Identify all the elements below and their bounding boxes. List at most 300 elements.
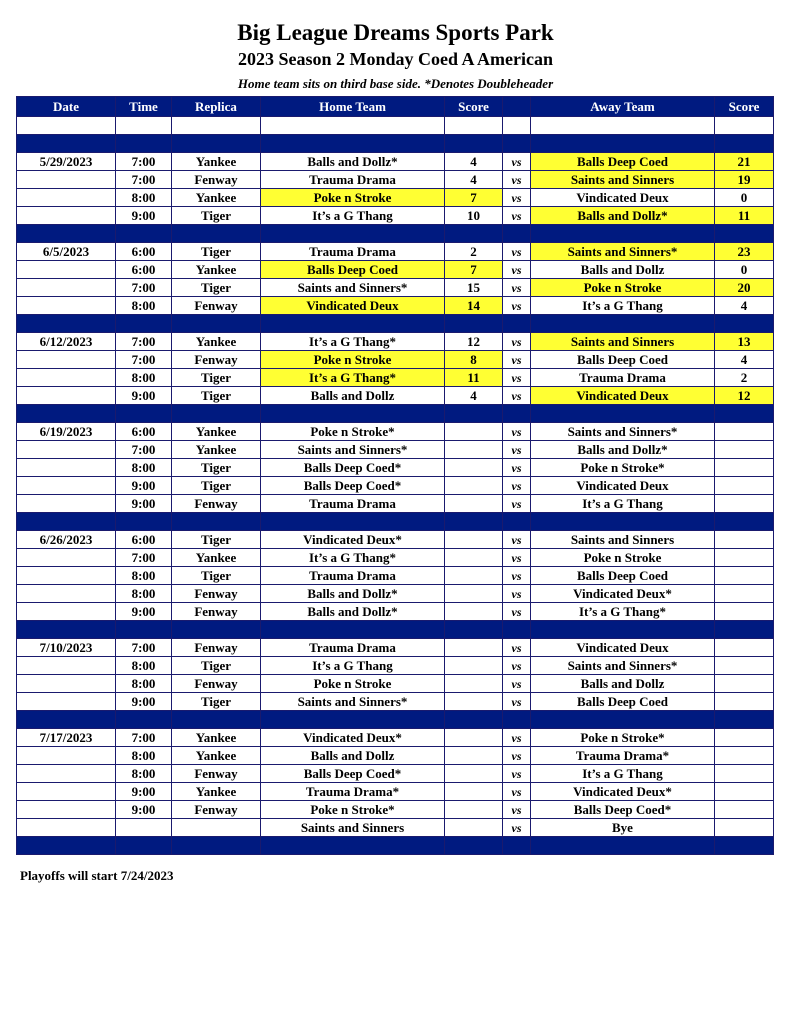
vs-cell: vs [503,351,531,369]
separator-cell [17,225,116,243]
game-row [17,801,774,819]
date-cell [17,189,116,207]
game-row [17,351,774,369]
game-row [17,423,774,441]
time-cell: 9:00 [116,693,172,711]
replica-cell: Tiger [172,657,261,675]
time-cell: 7:00 [116,153,172,171]
home-team-cell: It’s a G Thang* [261,549,445,567]
away-team-cell: Saints and Sinners* [531,423,715,441]
separator-cell [531,837,715,855]
replica-cell: Fenway [172,639,261,657]
game-row [17,639,774,657]
away-score-cell [715,495,774,513]
away-team-cell: Vindicated Deux [531,477,715,495]
time-cell: 7:00 [116,333,172,351]
game-row [17,459,774,477]
away-team-cell: Poke n Stroke [531,279,715,297]
date-cell [17,441,116,459]
vs-cell: vs [503,801,531,819]
week-separator [17,621,774,639]
home-score-cell [445,477,503,495]
date-cell [17,603,116,621]
home-score-cell: 7 [445,261,503,279]
time-cell: 6:00 [116,531,172,549]
home-score-cell [445,423,503,441]
date-cell [17,459,116,477]
home-team-cell: Trauma Drama* [261,783,445,801]
replica-cell: Tiger [172,477,261,495]
separator-cell [17,711,116,729]
separator-cell [503,837,531,855]
home-team-cell: Vindicated Deux* [261,729,445,747]
page-subtitle: 2023 Season 2 Monday Coed A American [237,49,554,69]
home-team-cell: Trauma Drama [261,495,445,513]
time-cell: 9:00 [116,387,172,405]
away-team-cell: It’s a G Thang [531,495,715,513]
vs-cell: vs [503,441,531,459]
time-cell: 8:00 [116,747,172,765]
page-title: Big League Dreams Sports Park [237,20,554,45]
date-cell [17,297,116,315]
replica-cell: Fenway [172,351,261,369]
date-cell [17,387,116,405]
vs-cell: vs [503,693,531,711]
vs-cell: vs [503,639,531,657]
away-team-cell: Saints and Sinners* [531,657,715,675]
replica-cell: Yankee [172,189,261,207]
vs-cell: vs [503,783,531,801]
vs-cell: vs [503,477,531,495]
game-row [17,261,774,279]
separator-cell [445,315,503,333]
time-cell: 9:00 [116,783,172,801]
separator-cell [17,405,116,423]
date-cell: 6/26/2023 [17,531,116,549]
date-cell [17,675,116,693]
separator-cell [261,405,445,423]
home-team-cell: Vindicated Deux [261,297,445,315]
separator-cell [531,135,715,153]
home-score-cell [445,567,503,585]
time-cell: 7:00 [116,279,172,297]
replica-cell: Tiger [172,369,261,387]
empty-cell [531,117,715,135]
separator-cell [17,135,116,153]
week-separator [17,135,774,153]
game-row [17,369,774,387]
week-separator [17,837,774,855]
home-score-cell: 7 [445,189,503,207]
vs-cell: vs [503,333,531,351]
away-score-cell [715,423,774,441]
date-cell [17,261,116,279]
empty-cell [715,117,774,135]
home-score-cell: 4 [445,153,503,171]
away-score-cell: 19 [715,171,774,189]
separator-cell [503,711,531,729]
week-separator [17,225,774,243]
vs-cell: vs [503,531,531,549]
away-score-cell [715,693,774,711]
replica-cell: Yankee [172,729,261,747]
away-score-cell: 23 [715,243,774,261]
away-score-cell [715,603,774,621]
date-cell [17,351,116,369]
home-team-cell: Trauma Drama [261,639,445,657]
away-team-cell: Saints and Sinners* [531,243,715,261]
separator-cell [445,837,503,855]
home-score-cell: 4 [445,387,503,405]
home-score-cell [445,495,503,513]
date-cell [17,549,116,567]
date-cell [17,819,116,837]
away-team-cell: Balls and Dollz* [531,207,715,225]
vs-cell: vs [503,567,531,585]
schedule-body [17,117,774,855]
home-team-cell: Balls Deep Coed* [261,459,445,477]
replica-cell: Fenway [172,801,261,819]
vs-cell: vs [503,585,531,603]
home-score-cell: 4 [445,171,503,189]
away-score-cell: 20 [715,279,774,297]
separator-cell [116,405,172,423]
game-row [17,153,774,171]
away-score-cell [715,459,774,477]
home-score-cell: 12 [445,333,503,351]
vs-cell: vs [503,207,531,225]
replica-cell: Yankee [172,783,261,801]
date-cell: 5/29/2023 [17,153,116,171]
home-team-cell: Poke n Stroke [261,675,445,693]
replica-cell: Yankee [172,153,261,171]
separator-cell [17,837,116,855]
replica-cell: Tiger [172,387,261,405]
game-row [17,531,774,549]
replica-cell: Yankee [172,333,261,351]
away-score-cell: 12 [715,387,774,405]
replica-cell: Tiger [172,243,261,261]
separator-cell [17,315,116,333]
separator-cell [445,225,503,243]
away-score-cell [715,477,774,495]
home-score-cell [445,549,503,567]
replica-cell: Yankee [172,549,261,567]
date-cell [17,657,116,675]
date-cell [17,765,116,783]
time-cell: 7:00 [116,351,172,369]
home-team-cell: It’s a G Thang* [261,333,445,351]
away-score-cell [715,639,774,657]
away-score-cell [715,765,774,783]
separator-cell [503,315,531,333]
vs-cell: vs [503,423,531,441]
week-separator [17,405,774,423]
vs-cell: vs [503,657,531,675]
col-header-date: Date [17,97,116,117]
home-team-cell: Poke n Stroke* [261,801,445,819]
separator-cell [503,135,531,153]
away-score-cell [715,549,774,567]
separator-cell [17,621,116,639]
replica-cell: Yankee [172,441,261,459]
away-score-cell: 4 [715,351,774,369]
replica-cell [172,819,261,837]
separator-cell [531,225,715,243]
separator-cell [116,513,172,531]
replica-cell: Fenway [172,297,261,315]
game-row [17,243,774,261]
separator-cell [172,837,261,855]
home-score-cell: 10 [445,207,503,225]
home-score-cell [445,729,503,747]
date-cell: 7/17/2023 [17,729,116,747]
home-team-cell: Balls and Dollz* [261,603,445,621]
home-score-cell [445,459,503,477]
home-score-cell: 2 [445,243,503,261]
game-row [17,333,774,351]
away-score-cell [715,585,774,603]
separator-cell [172,513,261,531]
home-score-cell [445,657,503,675]
home-score-cell: 8 [445,351,503,369]
away-team-cell: Saints and Sinners [531,531,715,549]
game-row [17,549,774,567]
separator-cell [715,837,774,855]
vs-cell: vs [503,153,531,171]
blank-row [17,117,774,135]
away-team-cell: It’s a G Thang [531,765,715,783]
home-team-cell: It’s a G Thang [261,657,445,675]
vs-cell: vs [503,243,531,261]
separator-cell [172,711,261,729]
replica-cell: Fenway [172,585,261,603]
time-cell: 6:00 [116,261,172,279]
away-score-cell [715,567,774,585]
game-row [17,585,774,603]
home-score-cell: 11 [445,369,503,387]
date-cell [17,477,116,495]
game-row [17,477,774,495]
separator-cell [445,621,503,639]
home-score-cell [445,603,503,621]
game-row [17,603,774,621]
separator-cell [715,405,774,423]
home-score-cell [445,675,503,693]
separator-cell [172,405,261,423]
separator-cell [503,225,531,243]
away-team-cell: Balls Deep Coed [531,693,715,711]
empty-cell [116,117,172,135]
date-cell [17,279,116,297]
away-team-cell: Vindicated Deux [531,639,715,657]
replica-cell: Yankee [172,423,261,441]
vs-cell: vs [503,747,531,765]
home-team-cell: Trauma Drama [261,171,445,189]
time-cell: 6:00 [116,243,172,261]
separator-cell [503,405,531,423]
col-header-replica: Replica [172,97,261,117]
home-score-cell [445,693,503,711]
separator-cell [116,225,172,243]
col-header-away-team: Away Team [531,97,715,117]
empty-cell [445,117,503,135]
away-team-cell: It’s a G Thang* [531,603,715,621]
game-row [17,729,774,747]
time-cell: 8:00 [116,297,172,315]
time-cell: 7:00 [116,441,172,459]
home-team-cell: Trauma Drama [261,567,445,585]
time-cell [116,819,172,837]
time-cell: 8:00 [116,675,172,693]
game-row [17,441,774,459]
away-score-cell [715,819,774,837]
replica-cell: Fenway [172,765,261,783]
home-score-cell: 14 [445,297,503,315]
empty-cell [261,117,445,135]
col-header-home-score: Score [445,97,503,117]
separator-cell [715,135,774,153]
time-cell: 7:00 [116,171,172,189]
separator-cell [261,513,445,531]
date-cell [17,171,116,189]
away-score-cell [715,783,774,801]
away-team-cell: Vindicated Deux [531,387,715,405]
away-score-cell [715,675,774,693]
away-score-cell: 4 [715,297,774,315]
away-team-cell: Balls and Dollz* [531,441,715,459]
game-row [17,675,774,693]
playoffs-note: Playoffs will start 7/24/2023 [20,868,174,883]
separator-cell [715,621,774,639]
vs-cell: vs [503,549,531,567]
away-team-cell: Vindicated Deux [531,189,715,207]
replica-cell: Yankee [172,747,261,765]
game-row [17,567,774,585]
separator-cell [261,225,445,243]
separator-cell [261,621,445,639]
separator-cell [715,513,774,531]
away-score-cell [715,531,774,549]
vs-cell: vs [503,189,531,207]
home-score-cell [445,783,503,801]
home-team-cell: Balls Deep Coed* [261,765,445,783]
home-score-cell [445,531,503,549]
home-team-cell: Balls and Dollz [261,747,445,765]
game-row [17,747,774,765]
home-team-cell: Balls Deep Coed* [261,477,445,495]
home-team-cell: Saints and Sinners [261,819,445,837]
date-cell: 6/19/2023 [17,423,116,441]
separator-cell [503,621,531,639]
replica-cell: Fenway [172,495,261,513]
week-separator [17,711,774,729]
date-cell [17,585,116,603]
away-team-cell: Balls Deep Coed [531,153,715,171]
date-cell [17,747,116,765]
separator-cell [445,405,503,423]
replica-cell: Tiger [172,567,261,585]
empty-cell [503,117,531,135]
home-team-cell: Poke n Stroke [261,189,445,207]
home-score-cell [445,765,503,783]
date-cell [17,783,116,801]
home-team-cell: It’s a G Thang* [261,369,445,387]
home-team-cell: Balls and Dollz* [261,585,445,603]
game-row [17,189,774,207]
separator-cell [172,135,261,153]
header-row [17,97,774,117]
home-team-cell: Saints and Sinners* [261,279,445,297]
separator-cell [116,711,172,729]
home-team-cell: Vindicated Deux* [261,531,445,549]
date-cell: 7/10/2023 [17,639,116,657]
time-cell: 7:00 [116,729,172,747]
game-row [17,495,774,513]
time-cell: 8:00 [116,765,172,783]
away-score-cell [715,801,774,819]
vs-cell: vs [503,297,531,315]
away-team-cell: Trauma Drama [531,369,715,387]
home-team-cell: Trauma Drama [261,243,445,261]
separator-cell [116,315,172,333]
separator-cell [17,513,116,531]
separator-cell [172,315,261,333]
separator-cell [531,315,715,333]
game-row [17,207,774,225]
away-team-cell: Poke n Stroke* [531,459,715,477]
separator-cell [261,135,445,153]
time-cell: 8:00 [116,459,172,477]
col-header-home-team: Home Team [261,97,445,117]
away-team-cell: Balls Deep Coed* [531,801,715,819]
home-score-cell [445,441,503,459]
date-cell [17,801,116,819]
away-team-cell: Balls and Dollz [531,675,715,693]
time-cell: 9:00 [116,207,172,225]
separator-cell [715,225,774,243]
vs-cell: vs [503,459,531,477]
separator-cell [445,711,503,729]
col-header-away-score: Score [715,97,774,117]
home-team-cell: Balls and Dollz* [261,153,445,171]
separator-cell [715,711,774,729]
separator-cell [503,513,531,531]
separator-cell [261,315,445,333]
replica-cell: Fenway [172,675,261,693]
game-row [17,657,774,675]
empty-cell [17,117,116,135]
week-separator [17,513,774,531]
date-cell [17,693,116,711]
game-row [17,765,774,783]
time-cell: 8:00 [116,567,172,585]
away-score-cell [715,657,774,675]
separator-cell [172,621,261,639]
home-score-cell [445,819,503,837]
separator-cell [445,513,503,531]
away-score-cell: 2 [715,369,774,387]
vs-cell: vs [503,729,531,747]
replica-cell: Tiger [172,459,261,477]
empty-cell [172,117,261,135]
separator-cell [531,405,715,423]
separator-cell [445,135,503,153]
separator-cell [715,315,774,333]
vs-cell: vs [503,603,531,621]
vs-cell: vs [503,765,531,783]
vs-cell: vs [503,675,531,693]
